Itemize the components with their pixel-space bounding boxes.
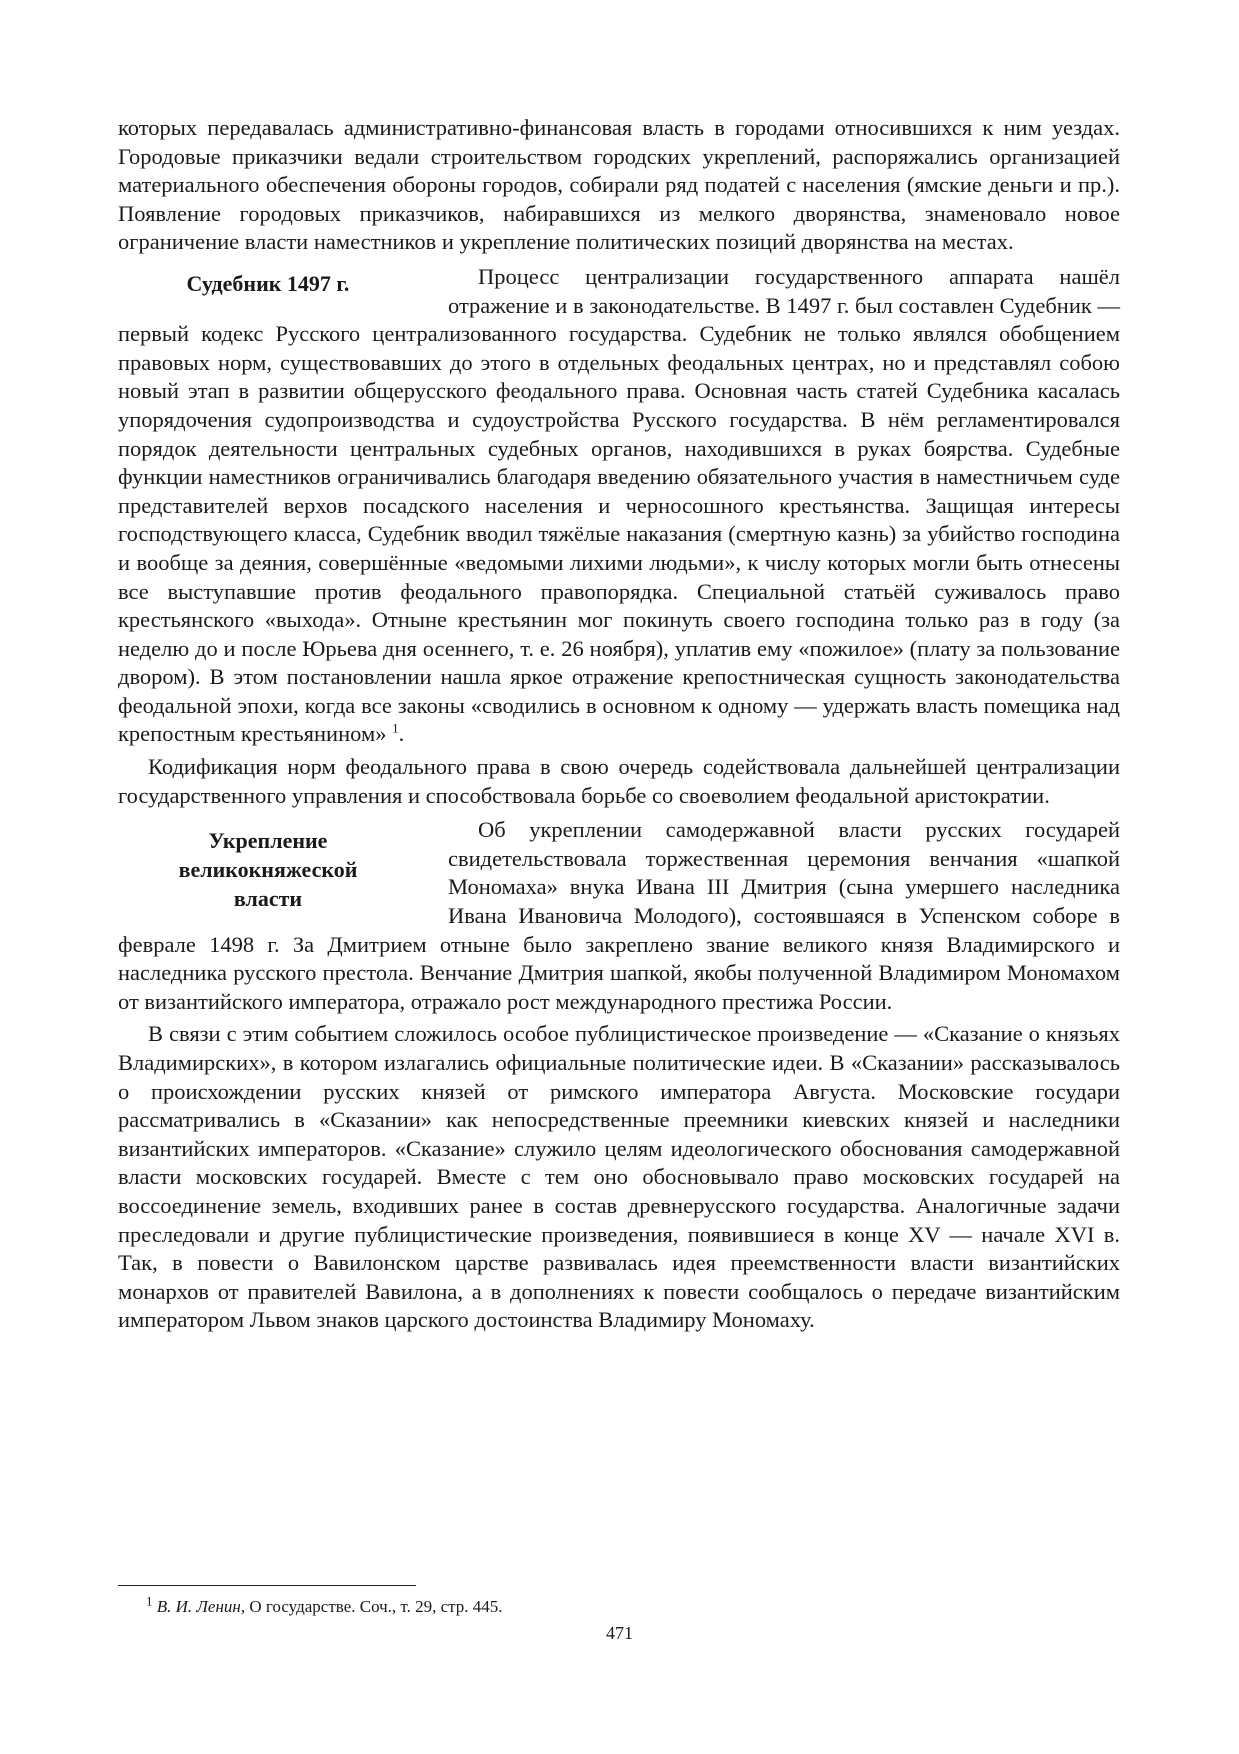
paragraph-sudebnik-text: Процесс централизации государственного аппарата нашёл отражение и в законодательстве. В 1497 г. был составлен Судебник — первый кодекс Русского централизованного государства. Судебник не только являлся обобщением правовых норм, существовавших до этого в отдельных феодальных центрах, но и представлял собою новый этап в развитии общерусского феодального права. Основная часть статей Судебника касалась упорядочения судопроизводства и судоустройства Русского государства. В нём регламентировался порядок деятельности центральных судебных органов, находившихся в руках боярства. Судебные функции наместников ограничивались благодаря введению обязательного участия в наместничьем суде представителей верхов посадского населения и черносошного крестьянства. Защищая интересы господствующего класса, Судебник вводил тяжёлые наказания (смертную казнь) за убийство господина и вообще за деяния, совершённые «ведомыми лихими людьми», к числу которых могли быть отнесены все выступавшие против феодального правопорядка. Специальной статьёй суживалось право крестьянского «выхода». Отныне крестьянин мог покинуть своего господина только раз в году (за неделю до и после Юрьева дня осеннего, т. е. 26 ноября), уплатив ему «пожилое» (плату за пользование двором). В этом постановлении нашла яркое отражение крепостническая сущность законодательства феодальной эпохи, когда все законы «сводились в основном к одному — удержать власть помещика над крепостным крестьянином» xyxy=(118,263,1120,747)
footnote-text: О государстве. Соч., т. 29, стр. 445. xyxy=(245,1597,503,1616)
paragraph-town-clerks: которых передавалась административно-финансовая власть в городами относившихся к ним уездах. Городовые приказчики ведали строительством городских укреплений, распоряжались организацией материального обеспечения обороны городов, собирали ряд податей с населения (ямские деньги и пр.). Появление городовых приказчиков, набиравшихся из мелкого дворянства, знаменовало новое ограничение власти наместников и укрепление политических позиций дворянства на местах. xyxy=(118,115,1120,255)
side-heading-ukreplenie-line1: Укрепление xyxy=(208,828,328,854)
page-number: 471 xyxy=(606,1623,633,1643)
side-heading-ukreplenie xyxy=(118,826,418,913)
footnote-reference-mark: 1 xyxy=(392,720,399,736)
side-heading-sudebnik: Судебник 1497 г. xyxy=(186,270,350,296)
side-heading-ukreplenie-line3: власти xyxy=(233,886,303,912)
footnote-author: В. И. Ленин, xyxy=(156,1597,246,1616)
footnote-mark: 1 xyxy=(146,1593,153,1609)
paragraph-codification: Кодификация норм феодального права в свою очередь содействовала дальнейшей централизации государственного управления и способствовала борьбе со своеволием феодальной аристократии. xyxy=(118,754,1120,808)
footnote xyxy=(146,1593,503,1618)
footnote-divider xyxy=(118,1585,416,1586)
paragraph-skazanie: В связи с этим событием сложилось особое публицистическое произведение — «Сказание о князьях Владимирских», в котором излагались официальные политические идеи. В «Сказании» рассказывалось о происхождении русских князей от римского императора Августа. Московские государи рассматривались в «Сказании» как непосредственные преемники киевских князей и наследники византийских императоров. «Сказание» служило целям идеологического обоснования самодержавной власти московских государей. Вместе с тем оно обосновывало право московских государей на воссоединение земель, входивших ранее в состав древнерусского государства. Аналогичные задачи преследовали и другие публицистические произведения, появившиеся в конце XV — начале XVI в. Так, в повести о Вавилонском царстве развивалась идея преемственности власти византийских монархов от правителей Вавилона, а в дополнениях к повести сообщалось о передаче византийским императором Львом знаков царского достоинства Владимиру Мономаху. xyxy=(118,1021,1120,1333)
paragraph-coronation: Об укреплении самодержавной власти русских государей свидетельствовала торжественная церемония венчания «шапкой Мономаха» внука Ивана III Дмитрия (сына умершего наследника Ивана Ивановича Молодого), состоявшаяся в Успенском соборе в феврале 1498 г. За Дмитрием отныне было закреплено звание великого князя Владимирского и наследника русского престола. Венчание Дмитрия шапкой, якобы полученной Владимиром Мономахом от византийского императора, отражало рост международного престижа России. xyxy=(118,817,1120,1014)
side-heading-ukreplenie-line2: великокняжеской xyxy=(178,857,358,883)
paragraph-sudebnik-end: . xyxy=(398,721,405,747)
page-body xyxy=(118,114,1120,1335)
paragraph-sudebnik xyxy=(118,263,1120,749)
